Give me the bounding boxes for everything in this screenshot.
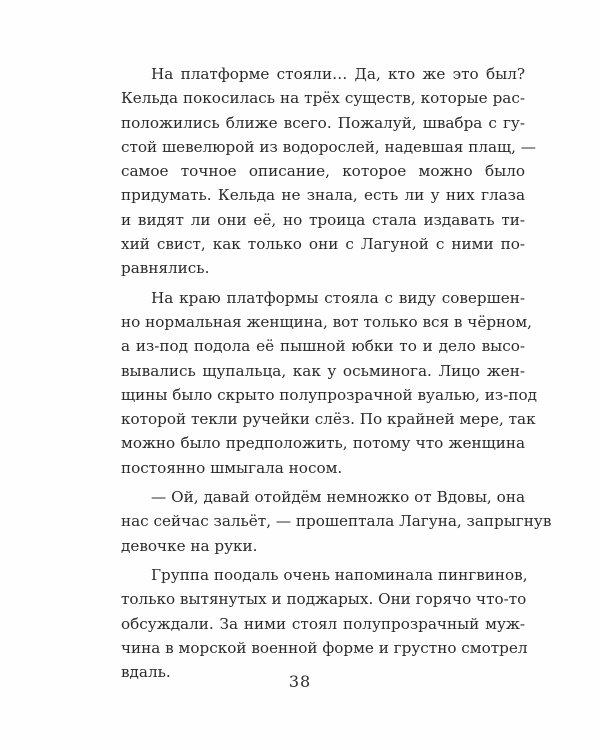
text-line: обсуждали. За ними стоял полупрозрачный муж- [121, 614, 525, 633]
text-line: самое точное описание, которое можно было [121, 162, 525, 181]
text-line: Кельда покосилась на трёх существ, которые рас- [121, 89, 525, 108]
text-line: можно было предположить, потому что женщина [121, 434, 525, 453]
text-line: равнялись. [121, 259, 210, 278]
paragraph-1 [121, 62, 536, 281]
text-line: стой шевелюрой из водорослей, надевшая плащ, — [121, 137, 536, 156]
text-line: чина в морской военной форме и грустно смотрел [121, 638, 528, 657]
text-line: которой текли ручейки слёз. По крайней мере, так [121, 410, 536, 429]
text-line: а из-под подола её пышной юбки то и дело высо- [121, 337, 525, 356]
text-line: вывались щупальца, как у осьминога. Лицо жен- [121, 361, 525, 380]
text-line: придумать. Кельда не знала, есть ли у них глаза [121, 186, 525, 205]
text-line: нас сейчас зальёт, — прошептала Лагуна, запрыгнув [121, 512, 552, 531]
paragraph-2 [121, 286, 537, 480]
body-text [121, 62, 552, 689]
text-line: постоянно шмыгала носом. [121, 458, 343, 477]
text-line: и видят ли они её, но троица стала издавать ти- [121, 210, 525, 229]
text-line: щины было скрыто полупрозрачной вуалью, из-под [121, 385, 537, 404]
paragraph-4 [121, 563, 528, 684]
text-line: хий свист, как только они с Лагуной с ними по- [121, 235, 525, 254]
page-number: 38 [288, 672, 312, 691]
text-line: девочке на руки. [121, 536, 258, 555]
text-line: вдаль. [121, 663, 171, 682]
text-line: — Ой, давай отойдём немножко от Вдовы, она [151, 488, 525, 507]
text-line: На краю платформы стояла с виду совершен- [151, 288, 525, 307]
text-line: положились ближе всего. Пожалуй, швабра с гу- [121, 113, 525, 132]
paragraph-3 [121, 485, 552, 558]
text-line: но нормальная женщина, вот только вся в чёрном, [121, 312, 532, 331]
text-line: Группа поодаль очень напоминала пингвинов, [151, 565, 528, 584]
text-line: На платформе стояли… Да, кто же это был? [151, 65, 525, 83]
text-line: только вытянутых и поджарых. Они горячо что-то [121, 590, 527, 609]
